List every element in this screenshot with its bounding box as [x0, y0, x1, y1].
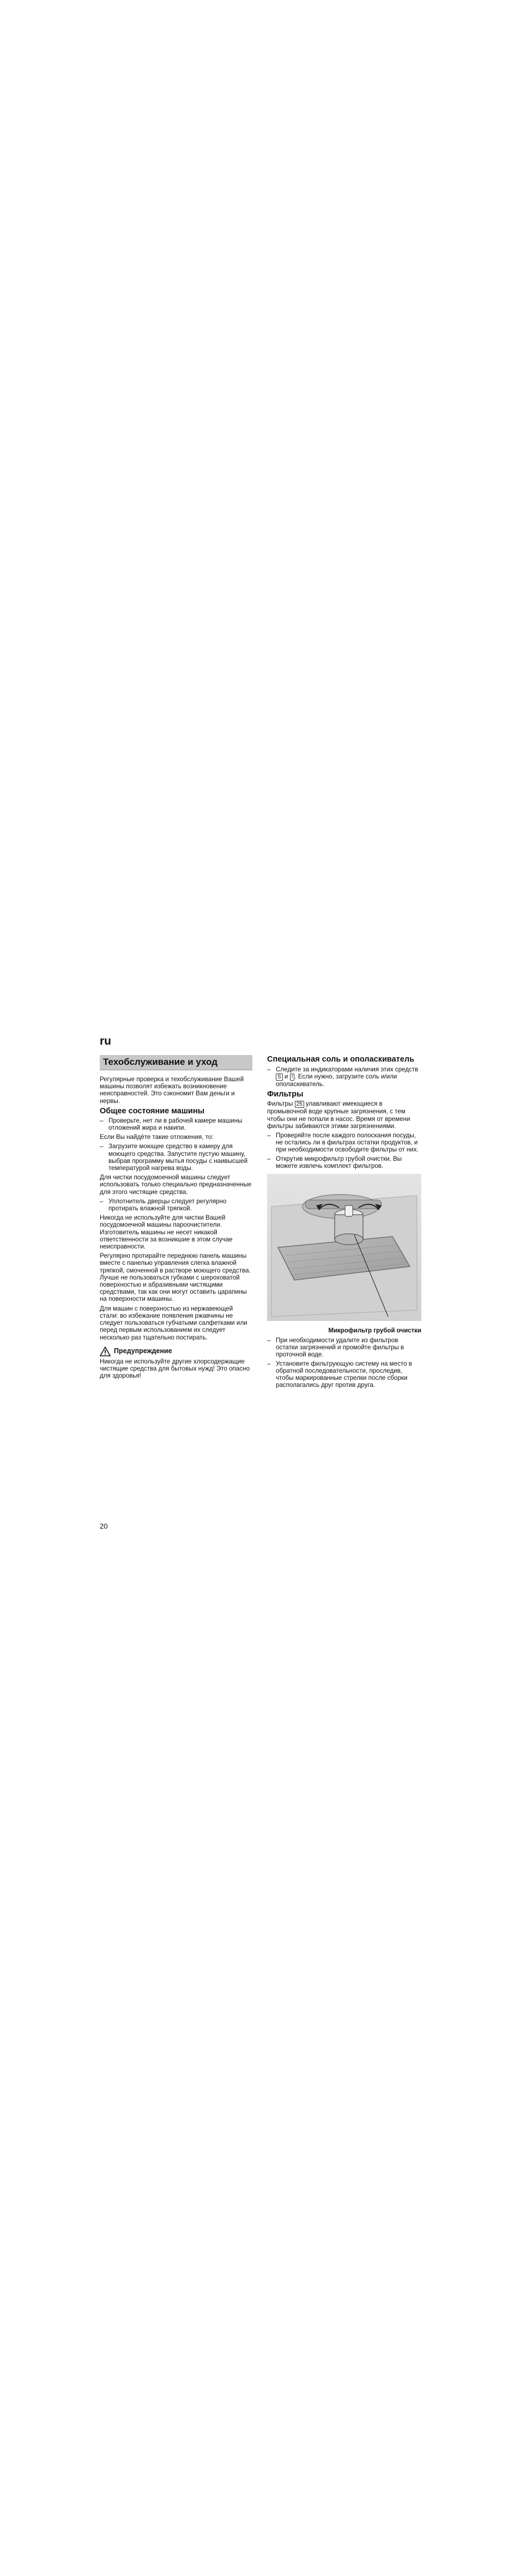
if-found-text: Если Вы найдёте такие отложения, то: [100, 1134, 214, 1141]
salt-indicator-key: S [276, 1074, 283, 1081]
page-number: 20 [100, 1522, 108, 1530]
salt-heading: Специальная соль и ополаскиватель [267, 1055, 414, 1064]
rinse-aid-indicator-key: ! [290, 1074, 295, 1081]
salt-text-middle: и [282, 1073, 290, 1081]
warning-heading [100, 1347, 252, 1356]
filters-text-before: Фильтры [267, 1100, 295, 1108]
steam-paragraph: Никогда не используйте для чистки Вашей посудомоечной машины пароочистители. Изготовитель машины не несет никакой ответственности за возникшие в этом случае неисправности. [100, 1214, 233, 1251]
list-item: – Открутив микрофильтр грубой очистки, Вы можете извлечь комплект фильтров. [267, 1155, 421, 1169]
section-title: Техобслуживание и уход [100, 1055, 252, 1070]
warning-triangle-icon [100, 1347, 111, 1356]
filters-paragraph [267, 1100, 421, 1130]
language-code: ru [100, 1035, 111, 1047]
salt-text-before: Следите за индикаторами наличия этих средств [276, 1066, 419, 1073]
filters-ref-key: 25 [295, 1101, 304, 1108]
filter-list [267, 1132, 421, 1169]
list-item: – При необходимости удалите из фильтров остатки загрязнений и промойте фильтры в проточной воде. [267, 1337, 421, 1359]
salt-list [267, 1066, 421, 1088]
salt-text-after: . Если нужно, загрузите соль и/или ополаскиватель. [276, 1073, 397, 1088]
seal-list [100, 1198, 252, 1212]
steel-paragraph: Для машин с поверхностью из нержавеющей стали: во избежание появления ржавчины не следует пользоваться губчатыми салфетками или перед первым использованием их следует несколько раз тщательно постирать. [100, 1305, 247, 1341]
filters-text-after: улавливают имеющиеся в промывочной воде крупные загрязнения, с тем чтобы они не попали в насос. Время от времени фильтры забиваются этими загрязнениями. [267, 1100, 410, 1130]
list-item: – Уплотнитель дверцы следует регулярно протирать влажной тряпкой. [100, 1198, 252, 1212]
check-list [100, 1117, 252, 1131]
warning-title: Предупреждение [114, 1347, 172, 1355]
cleaning-paragraph: Для чистки посудомоечной машины следует использовать только специально предназначенные для этого чистящие средства. [100, 1174, 252, 1196]
fix-list [100, 1143, 252, 1172]
general-state-heading: Общее состояние машины [100, 1106, 204, 1116]
filters-heading: Фильтры [267, 1090, 304, 1099]
list-item: – Загрузите моющее средство в камеру для моющего средства. Запустите пустую машину, выбрав программу мытья посуды с наивысшей температурой нагрева воды. [100, 1143, 252, 1172]
figure-caption: Микрофильтр грубой очистки [328, 1327, 421, 1334]
list-item: – Проверяйте после каждого полоскания посуды, не остались ли в фильтрах остатки продуктов, и при необходимости освободите фильтры от них. [267, 1132, 421, 1154]
list-item: – Установите фильтрующую систему на место в обратной последовательности, проследив, чтобы маркированные стрелки после сборки располагались друг против друга. [267, 1360, 421, 1389]
filter-illustration [267, 1174, 421, 1321]
after-list [267, 1337, 421, 1389]
right-column [267, 1055, 421, 1391]
list-item [267, 1066, 421, 1088]
warning-text: Никогда не используйте другие хлорсодержащие чистящие средства для бытовых нужд! Это опасно для здоровья! [100, 1357, 250, 1380]
panel-paragraph: Регулярно протирайте переднюю панель машины вместе с панелью управления слегка влажной тряпкой, смоченной в растворе моющего средства. Лучше не пользоваться губками с шероховатой поверхностью и абразивными чистящими средствами, так как они могут оставить царапины на поверхности машины. [100, 1252, 251, 1303]
intro-paragraph: Регулярные проверка и техобслуживание Вашей машины позволят избежать возникновение неисправностей. Это сэкономит Вам деньги и нервы. [100, 1076, 244, 1105]
list-item: – Проверьте, нет ли в рабочей камере машины отложений жира и накипи. [100, 1117, 252, 1131]
filter-figure [267, 1174, 421, 1335]
left-column [100, 1055, 252, 1381]
